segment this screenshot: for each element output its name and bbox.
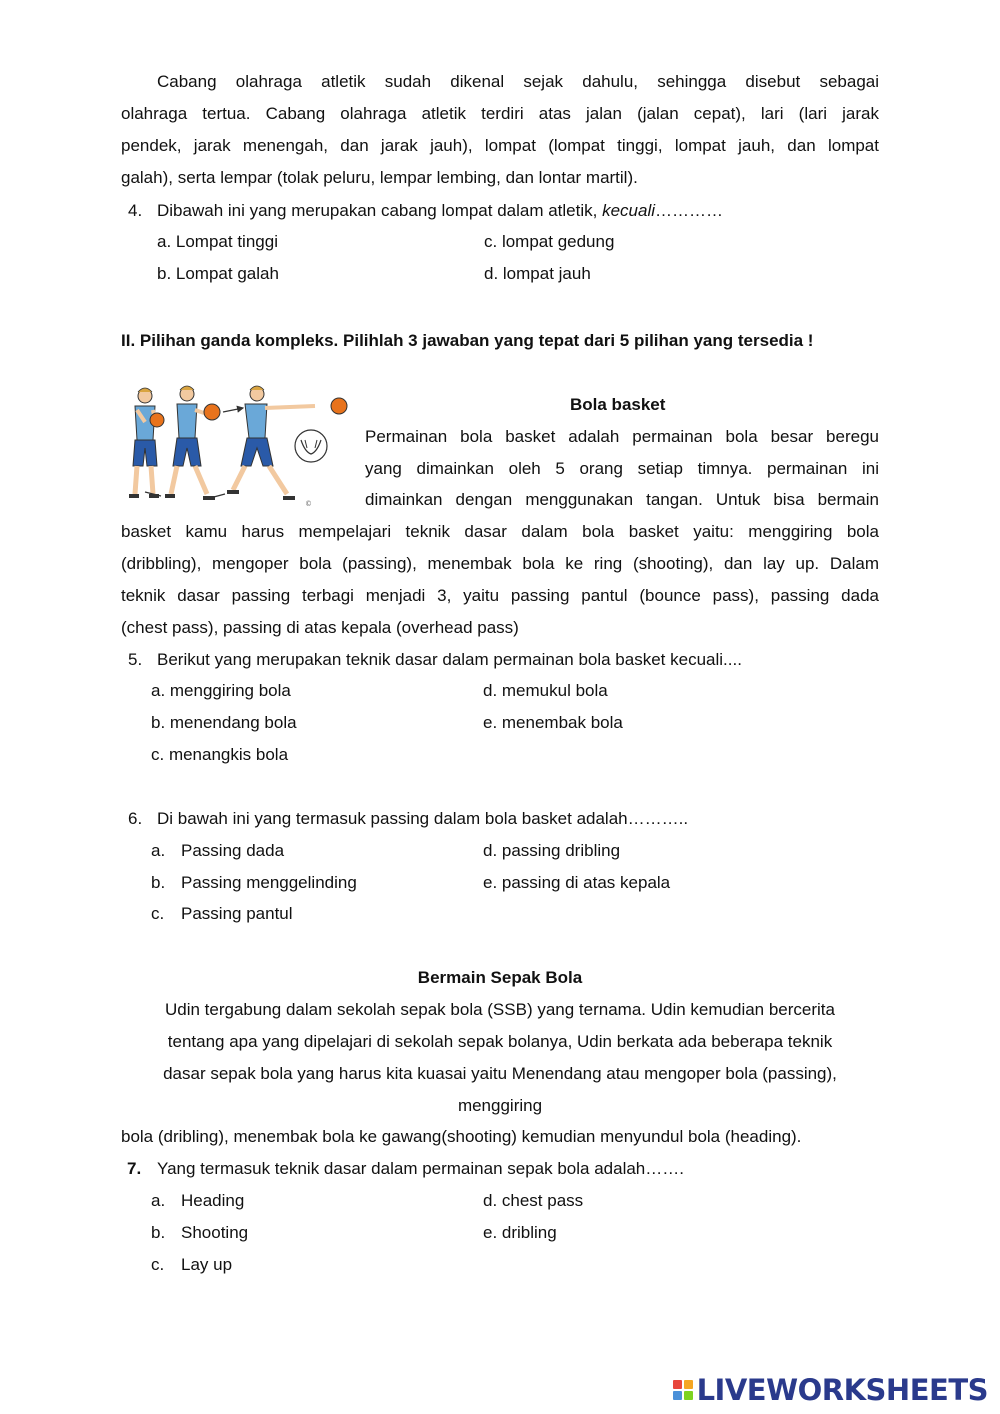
q7-option-a-letter: a. bbox=[151, 1191, 166, 1210]
q4-number: 4. bbox=[128, 201, 143, 220]
q6-option-b-letter: b. bbox=[151, 873, 166, 892]
logo-block-3 bbox=[673, 1391, 682, 1400]
q5-number: 5. bbox=[128, 650, 143, 669]
q4-option-b[interactable]: b. Lompat galah bbox=[157, 264, 279, 283]
q4-italic: kecuali bbox=[602, 201, 656, 220]
q7-option-a[interactable]: Heading bbox=[181, 1191, 245, 1210]
logo-block-4 bbox=[684, 1391, 693, 1400]
q7-option-d[interactable]: d. chest pass bbox=[483, 1191, 584, 1210]
q6-option-b[interactable]: Passing menggelinding bbox=[181, 873, 357, 892]
q7-option-e[interactable]: e. dribling bbox=[483, 1223, 557, 1242]
basket-line-7: (chest pass), passing di atas kepala (overhead pass) bbox=[121, 618, 519, 637]
player-3-figure bbox=[227, 386, 347, 498]
q6-option-e[interactable]: e. passing di atas kepala bbox=[483, 873, 671, 892]
q6-number: 6. bbox=[128, 809, 143, 828]
sepakbola-line-3: dasar sepak bola yang harus kita kuasai yaitu Menendang atau mengoper bola (passing), bbox=[163, 1064, 837, 1083]
hand-grip-detail bbox=[295, 430, 327, 462]
q6-option-d[interactable]: d. passing dribling bbox=[483, 841, 621, 860]
q6-option-a[interactable]: Passing dada bbox=[181, 841, 285, 860]
basket-line-4: basket kamu harus mempelajari teknik dasar dalam bola basket yaitu: menggiring bola bbox=[121, 522, 879, 541]
q5-option-b[interactable]: b. menendang bola bbox=[151, 713, 297, 732]
q7-option-c-letter: c. bbox=[151, 1255, 165, 1274]
q5-option-e[interactable]: e. menembak bola bbox=[483, 713, 623, 732]
intro-line-1: Cabang olahraga atletik sudah dikenal sejak dahulu, sehingga disebut sebagai bbox=[157, 72, 879, 91]
intro-line-3: pendek, jarak menengah, dan jarak jauh), lompat (lompat tinggi, lompat jauh, dan lompat bbox=[121, 136, 879, 155]
basket-title: Bola basket bbox=[570, 395, 666, 414]
logo-blocks-icon bbox=[673, 1380, 693, 1400]
q4-question bbox=[157, 201, 723, 221]
q4-option-c[interactable]: c. lompat gedung bbox=[484, 232, 615, 251]
basket-line-1: Permainan bola basket adalah permainan bola besar beregu bbox=[365, 427, 879, 446]
q5-option-c[interactable]: c. menangkis bola bbox=[151, 745, 289, 764]
q7-option-c[interactable]: Lay up bbox=[181, 1255, 233, 1274]
q6-option-a-letter: a. bbox=[151, 841, 166, 860]
basket-line-6: teknik dasar passing terbagi menjadi 3, yaitu passing pantul (bounce pass), passing dada bbox=[121, 586, 879, 605]
q5-option-d[interactable]: d. memukul bola bbox=[483, 681, 608, 700]
basketball-passing-illustration bbox=[115, 382, 360, 512]
sepakbola-title: Bermain Sepak Bola bbox=[417, 968, 583, 987]
q7-question: Yang termasuk teknik dasar dalam permainan sepak bola adalah……. bbox=[157, 1159, 684, 1178]
player-1-figure bbox=[129, 388, 164, 496]
q4-option-d[interactable]: d. lompat jauh bbox=[484, 264, 591, 283]
intro-line-2: olahraga tertua. Cabang olahraga atletik terdiri atas jalan (jalan cepat), lari (lari jarak bbox=[121, 104, 879, 123]
q6-option-c-letter: c. bbox=[151, 904, 165, 923]
logo-text: LIVEWORKSHEETS bbox=[696, 1373, 988, 1407]
logo-block-1 bbox=[673, 1380, 682, 1389]
logo-block-2 bbox=[684, 1380, 693, 1389]
q6-question: Di bawah ini yang termasuk passing dalam bola basket adalah……….. bbox=[157, 809, 689, 828]
q7-option-b[interactable]: Shooting bbox=[181, 1223, 249, 1242]
q5-question: Berikut yang merupakan teknik dasar dalam permainan bola basket kecuali.... bbox=[157, 650, 742, 669]
basket-line-3: dimainkan dengan menggunakan tangan. Untuk bisa bermain bbox=[365, 490, 879, 509]
q7-option-b-letter: b. bbox=[151, 1223, 166, 1242]
sepakbola-last-line: bola (dribling), menembak bola ke gawang(shooting) kemudian menyundul bola (heading). bbox=[121, 1127, 802, 1146]
section2-heading: II. Pilihan ganda kompleks. Pilihlah 3 jawaban yang tepat dari 5 pilihan yang tersedia ! bbox=[121, 331, 814, 350]
intro-line-4: galah), serta lempar (tolak peluru, lempar lembing, dan lontar martil). bbox=[121, 168, 638, 187]
sepakbola-line-1: Udin tergabung dalam sekolah sepak bola (SSB) yang ternama. Udin kemudian bercerita bbox=[165, 1000, 835, 1019]
sepakbola-line-2: tentang apa yang dipelajari di sekolah sepak bolanya, Udin berkata ada beberapa teknik bbox=[167, 1032, 833, 1051]
basket-line-5: (dribbling), mengoper bola (passing), menembak bola ke ring (shooting), dan lay up. Dalam bbox=[121, 554, 879, 573]
sepakbola-line-4: menggiring bbox=[457, 1096, 543, 1115]
liveworksheets-logo[interactable] bbox=[673, 1374, 988, 1406]
player-2-figure bbox=[165, 386, 220, 498]
q5-option-a[interactable]: a. menggiring bola bbox=[151, 681, 291, 700]
q7-number: 7. bbox=[127, 1159, 142, 1178]
svg-text:©: © bbox=[305, 500, 312, 508]
q4-tail: ………… bbox=[655, 201, 724, 220]
q6-option-c[interactable]: Passing pantul bbox=[181, 904, 293, 923]
q4-text: Dibawah ini yang merupakan cabang lompat dalam atletik, bbox=[157, 201, 603, 220]
basket-line-2: yang dimainkan oleh 5 orang setiap timnya. permainan ini bbox=[365, 459, 879, 478]
q4-option-a[interactable]: a. Lompat tinggi bbox=[157, 232, 278, 251]
